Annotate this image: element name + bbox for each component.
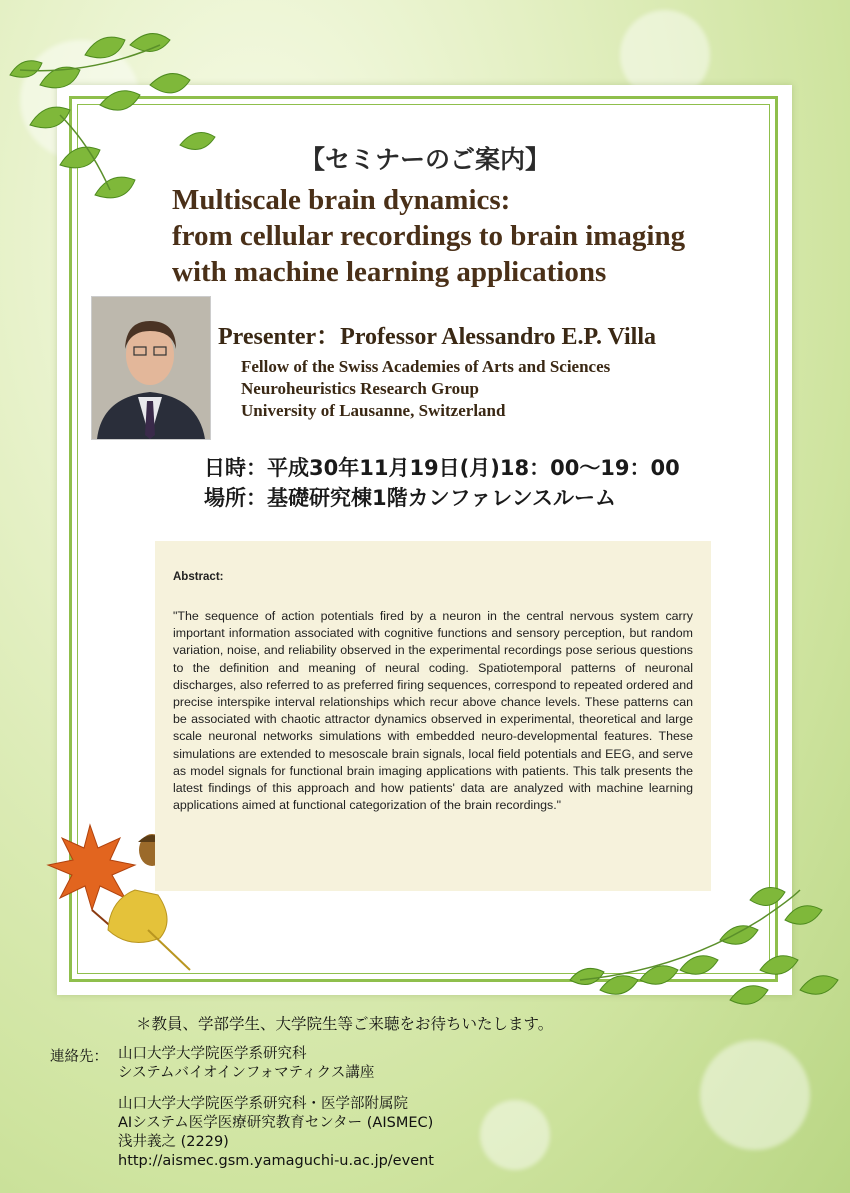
background-bokeh bbox=[700, 1040, 810, 1150]
talk-title bbox=[172, 182, 772, 290]
contact-line: システムバイオインフォマティクス講座 bbox=[118, 1065, 375, 1081]
invitation-note: ＊教員、学部学生、大学院生等ご来聴をお待ちいたします。 bbox=[136, 1015, 554, 1033]
talk-title-line: with machine learning applications bbox=[172, 256, 607, 288]
affiliation-line: Fellow of the Swiss Academies of Arts and Sciences bbox=[241, 357, 611, 376]
ginkgo-leaf-icon bbox=[108, 890, 167, 943]
presenter-name: Presenter：Professor Alessandro E.P. Villa bbox=[218, 324, 656, 350]
talk-title-line: Multiscale brain dynamics: bbox=[172, 184, 511, 216]
contact-line: 山口大学大学院医学系研究科・医学部附属院 bbox=[118, 1096, 408, 1112]
presenter-portrait-icon bbox=[92, 297, 210, 439]
contact-line: 浅井義之 (2229) bbox=[118, 1134, 229, 1150]
presenter-photo bbox=[91, 296, 211, 440]
event-place: 場所：基礎研究棟1階カンファレンスルーム bbox=[204, 486, 617, 510]
abstract-label: Abstract: bbox=[173, 571, 224, 583]
seminar-heading: 【セミナーのご案内】 bbox=[299, 145, 550, 174]
contact-label: 連絡先： bbox=[50, 1049, 108, 1065]
contact-line: AIシステム医学医療研究教育センター (AISMEC) bbox=[118, 1115, 434, 1131]
talk-title-line: from cellular recordings to brain imaging bbox=[172, 220, 686, 252]
abstract-text: "The sequence of action potentials fired by a neuron in the central nervous system carry important information associated with cognitive functions and sensory perception, but random variation, noise, and reliability observed in the experimental recordings pose serious questions to the definition and meaning of neural coding. Spatiotemporal patterns of neuronal discharges, also referred to as preferred firing sequences, correspond to repeated ordered and precise interspike interval relationships which recur above chance levels. These patterns can be associated with chaotic attractor dynamics observed in experimental, theoretical and large scale neuronal networks simulations with embedded neuro-developmental features. These simulations are extended to mesoscale brain signals, local field potentials and EEG, and serve as model signals for functional brain imaging applications with patients. This talk presents the latest findings of this approach and how patients' data are analyzed with machine learning applications aimed at functional categorization of the brain recordings." bbox=[173, 609, 693, 813]
affiliation-line: Neuroheuristics Research Group bbox=[241, 379, 479, 398]
contact-line: 山口大学大学院医学系研究科 bbox=[118, 1046, 307, 1062]
contact-info bbox=[118, 1045, 434, 1171]
abstract-box bbox=[155, 541, 711, 891]
background-bokeh bbox=[480, 1100, 550, 1170]
schedule-block bbox=[204, 453, 680, 513]
event-datetime: 日時：平成30年11月19日(月)18：00〜19：00 bbox=[204, 456, 680, 480]
presenter-affiliation bbox=[241, 356, 610, 422]
event-url-link[interactable]: http://aismec.gsm.yamaguchi-u.ac.jp/event bbox=[118, 1153, 434, 1169]
affiliation-line: University of Lausanne, Switzerland bbox=[241, 401, 506, 420]
leaf-cluster-bottom-right-icon bbox=[560, 880, 850, 1040]
